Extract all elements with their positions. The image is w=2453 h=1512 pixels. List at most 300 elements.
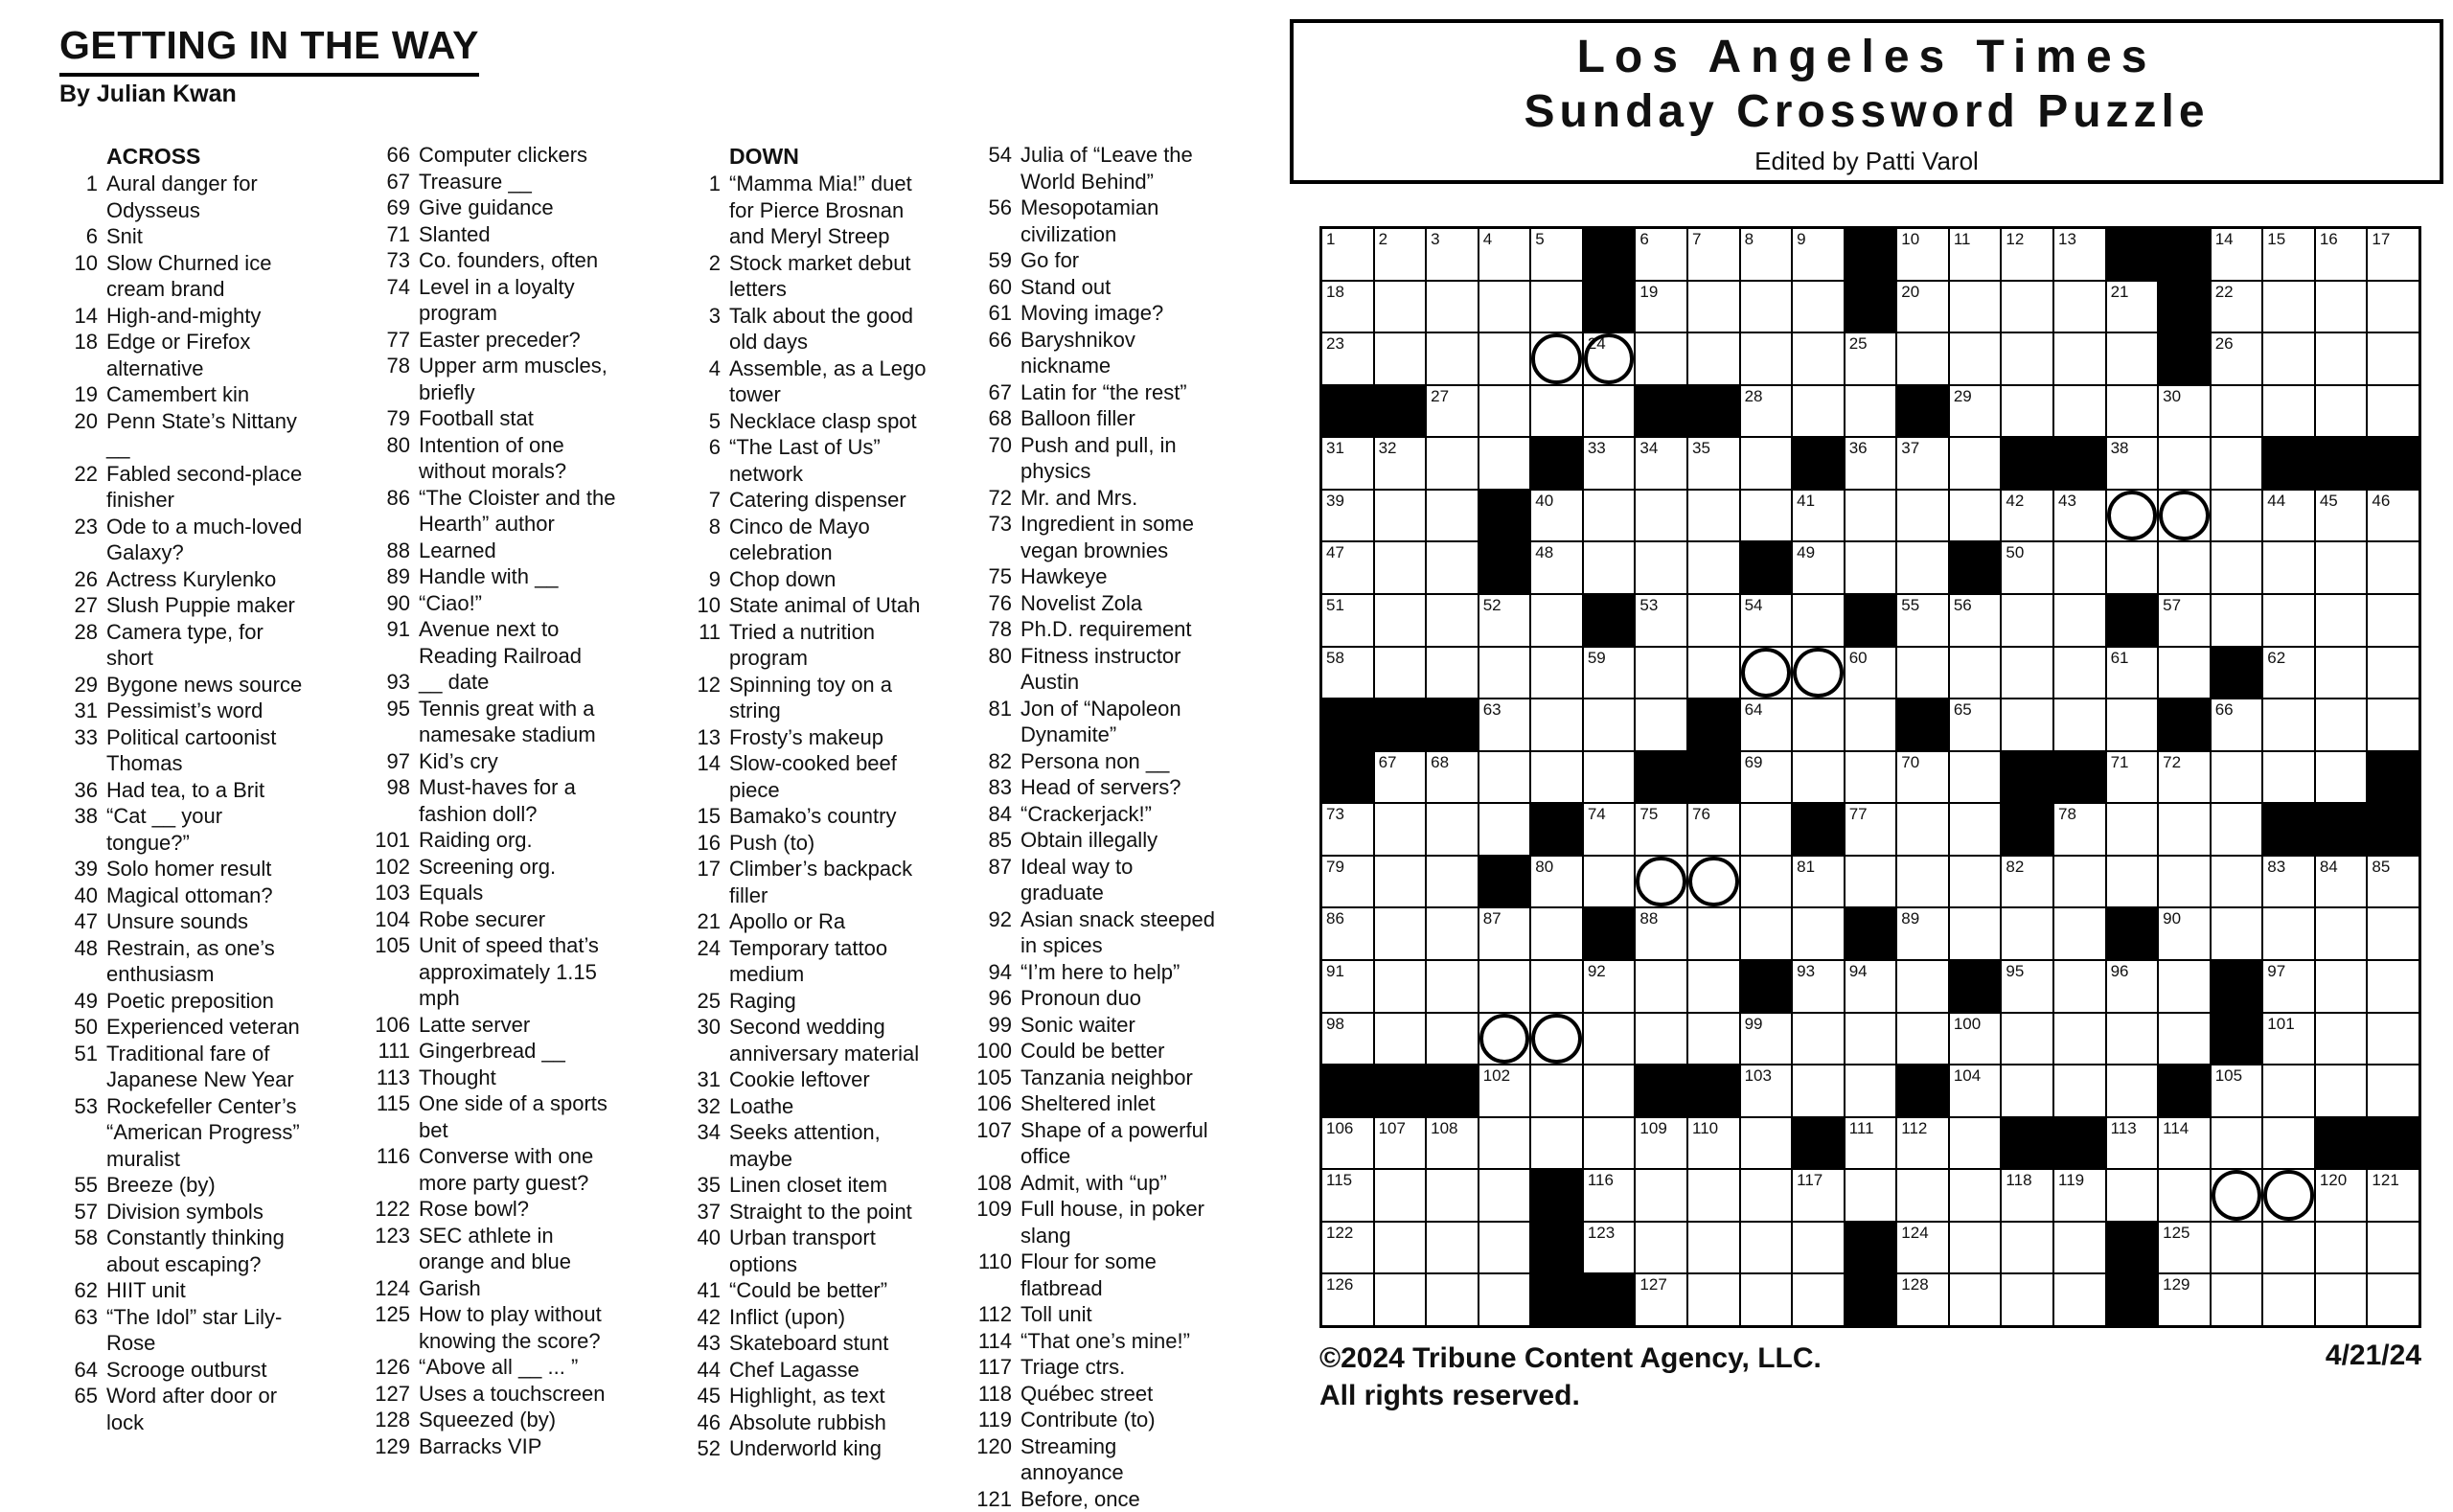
grid-cell-r19c18[interactable] <box>2212 1170 2262 1221</box>
grid-cell-r15c20[interactable] <box>2316 961 2367 1012</box>
grid-cell-r20c9[interactable] <box>1741 1223 1792 1273</box>
grid-cell-r16c9[interactable] <box>1741 1014 1792 1065</box>
grid-cell-r4c14[interactable] <box>2002 386 2052 437</box>
grid-cell-r7c8[interactable] <box>1688 542 1739 593</box>
grid-cell-r9c12[interactable] <box>1897 648 1948 699</box>
grid-cell-r13c10[interactable] <box>1793 857 1844 907</box>
grid-cell-r17c5[interactable] <box>1531 1065 1582 1116</box>
grid-cell-r8c10[interactable] <box>1793 595 1844 646</box>
grid-cell-r9c2[interactable] <box>1375 648 1426 699</box>
grid-cell-r11c16[interactable] <box>2107 752 2158 803</box>
grid-cell-r15c17[interactable] <box>2159 961 2210 1012</box>
grid-cell-r5c6[interactable] <box>1584 438 1635 489</box>
grid-cell-r5c17[interactable] <box>2159 438 2210 489</box>
grid-cell-r5c1[interactable] <box>1322 438 1373 489</box>
grid-cell-r19c11[interactable] <box>1845 1170 1896 1221</box>
grid-cell-r10c20[interactable] <box>2316 699 2367 750</box>
grid-cell-r6c1[interactable] <box>1322 491 1373 541</box>
grid-cell-r13c19[interactable] <box>2263 857 2314 907</box>
grid-cell-r9c13[interactable] <box>1950 648 2001 699</box>
grid-cell-r7c7[interactable] <box>1636 542 1686 593</box>
grid-cell-r17c19[interactable] <box>2263 1065 2314 1116</box>
grid-cell-r6c2[interactable] <box>1375 491 1426 541</box>
grid-cell-r6c6[interactable] <box>1584 491 1635 541</box>
grid-cell-r1c19[interactable] <box>2263 229 2314 280</box>
grid-cell-r10c9[interactable] <box>1741 699 1792 750</box>
grid-cell-r15c2[interactable] <box>1375 961 1426 1012</box>
grid-cell-r18c16[interactable] <box>2107 1118 2158 1169</box>
grid-cell-r13c21[interactable] <box>2368 857 2419 907</box>
grid-cell-r2c4[interactable] <box>1479 282 1530 332</box>
grid-cell-r15c5[interactable] <box>1531 961 1582 1012</box>
grid-cell-r12c4[interactable] <box>1479 804 1530 855</box>
grid-cell-r6c14[interactable] <box>2002 491 2052 541</box>
grid-cell-r9c11[interactable] <box>1845 648 1896 699</box>
grid-cell-r19c6[interactable] <box>1584 1170 1635 1221</box>
grid-cell-r5c12[interactable] <box>1897 438 1948 489</box>
grid-cell-r1c9[interactable] <box>1741 229 1792 280</box>
grid-cell-r7c2[interactable] <box>1375 542 1426 593</box>
grid-cell-r3c3[interactable] <box>1427 333 1478 384</box>
grid-cell-r2c12[interactable] <box>1897 282 1948 332</box>
grid-cell-r6c3[interactable] <box>1427 491 1478 541</box>
grid-cell-r6c19[interactable] <box>2263 491 2314 541</box>
grid-cell-r7c20[interactable] <box>2316 542 2367 593</box>
grid-cell-r12c7[interactable] <box>1636 804 1686 855</box>
grid-cell-r19c15[interactable] <box>2054 1170 2105 1221</box>
grid-cell-r17c15[interactable] <box>2054 1065 2105 1116</box>
grid-cell-r1c18[interactable] <box>2212 229 2262 280</box>
grid-cell-r20c6[interactable] <box>1584 1223 1635 1273</box>
grid-cell-r12c15[interactable] <box>2054 804 2105 855</box>
grid-cell-r9c8[interactable] <box>1688 648 1739 699</box>
grid-cell-r16c16[interactable] <box>2107 1014 2158 1065</box>
grid-cell-r1c3[interactable] <box>1427 229 1478 280</box>
grid-cell-r21c3[interactable] <box>1427 1274 1478 1325</box>
grid-cell-r20c17[interactable] <box>2159 1223 2210 1273</box>
grid-cell-r21c21[interactable] <box>2368 1274 2419 1325</box>
grid-cell-r4c20[interactable] <box>2316 386 2367 437</box>
grid-cell-r10c7[interactable] <box>1636 699 1686 750</box>
grid-cell-r7c15[interactable] <box>2054 542 2105 593</box>
grid-cell-r13c2[interactable] <box>1375 857 1426 907</box>
grid-cell-r1c5[interactable] <box>1531 229 1582 280</box>
grid-cell-r1c8[interactable] <box>1688 229 1739 280</box>
grid-cell-r12c17[interactable] <box>2159 804 2210 855</box>
grid-cell-r1c10[interactable] <box>1793 229 1844 280</box>
grid-cell-r5c7[interactable] <box>1636 438 1686 489</box>
grid-cell-r15c21[interactable] <box>2368 961 2419 1012</box>
grid-cell-r21c9[interactable] <box>1741 1274 1792 1325</box>
grid-cell-r13c3[interactable] <box>1427 857 1478 907</box>
grid-cell-r3c6[interactable] <box>1584 333 1635 384</box>
grid-cell-r3c11[interactable] <box>1845 333 1896 384</box>
grid-cell-r11c10[interactable] <box>1793 752 1844 803</box>
grid-cell-r9c1[interactable] <box>1322 648 1373 699</box>
grid-cell-r9c14[interactable] <box>2002 648 2052 699</box>
grid-cell-r5c3[interactable] <box>1427 438 1478 489</box>
grid-cell-r10c5[interactable] <box>1531 699 1582 750</box>
grid-cell-r2c13[interactable] <box>1950 282 2001 332</box>
grid-cell-r7c3[interactable] <box>1427 542 1478 593</box>
grid-cell-r7c17[interactable] <box>2159 542 2210 593</box>
grid-cell-r16c1[interactable] <box>1322 1014 1373 1065</box>
grid-cell-r17c18[interactable] <box>2212 1065 2262 1116</box>
grid-cell-r7c5[interactable] <box>1531 542 1582 593</box>
grid-cell-r21c2[interactable] <box>1375 1274 1426 1325</box>
grid-cell-r21c13[interactable] <box>1950 1274 2001 1325</box>
grid-cell-r15c8[interactable] <box>1688 961 1739 1012</box>
grid-cell-r5c9[interactable] <box>1741 438 1792 489</box>
grid-cell-r8c7[interactable] <box>1636 595 1686 646</box>
grid-cell-r6c18[interactable] <box>2212 491 2262 541</box>
grid-cell-r2c16[interactable] <box>2107 282 2158 332</box>
grid-cell-r9c4[interactable] <box>1479 648 1530 699</box>
grid-cell-r1c4[interactable] <box>1479 229 1530 280</box>
grid-cell-r20c2[interactable] <box>1375 1223 1426 1273</box>
grid-cell-r9c21[interactable] <box>2368 648 2419 699</box>
grid-cell-r20c3[interactable] <box>1427 1223 1478 1273</box>
grid-cell-r17c11[interactable] <box>1845 1065 1896 1116</box>
grid-cell-r13c1[interactable] <box>1322 857 1373 907</box>
grid-cell-r6c21[interactable] <box>2368 491 2419 541</box>
grid-cell-r10c21[interactable] <box>2368 699 2419 750</box>
grid-cell-r18c6[interactable] <box>1584 1118 1635 1169</box>
grid-cell-r14c10[interactable] <box>1793 908 1844 959</box>
grid-cell-r16c2[interactable] <box>1375 1014 1426 1065</box>
grid-cell-r16c11[interactable] <box>1845 1014 1896 1065</box>
grid-cell-r3c12[interactable] <box>1897 333 1948 384</box>
grid-cell-r4c17[interactable] <box>2159 386 2210 437</box>
grid-cell-r20c7[interactable] <box>1636 1223 1686 1273</box>
grid-cell-r6c13[interactable] <box>1950 491 2001 541</box>
grid-cell-r4c18[interactable] <box>2212 386 2262 437</box>
grid-cell-r2c21[interactable] <box>2368 282 2419 332</box>
grid-cell-r14c15[interactable] <box>2054 908 2105 959</box>
grid-cell-r19c10[interactable] <box>1793 1170 1844 1221</box>
grid-cell-r11c13[interactable] <box>1950 752 2001 803</box>
grid-cell-r9c7[interactable] <box>1636 648 1686 699</box>
grid-cell-r6c9[interactable] <box>1741 491 1792 541</box>
grid-cell-r16c4[interactable] <box>1479 1014 1530 1065</box>
grid-cell-r11c5[interactable] <box>1531 752 1582 803</box>
grid-cell-r21c20[interactable] <box>2316 1274 2367 1325</box>
grid-cell-r19c1[interactable] <box>1322 1170 1373 1221</box>
grid-cell-r12c2[interactable] <box>1375 804 1426 855</box>
grid-cell-r3c21[interactable] <box>2368 333 2419 384</box>
grid-cell-r19c8[interactable] <box>1688 1170 1739 1221</box>
grid-cell-r12c3[interactable] <box>1427 804 1478 855</box>
grid-cell-r6c5[interactable] <box>1531 491 1582 541</box>
grid-cell-r13c7[interactable] <box>1636 857 1686 907</box>
grid-cell-r18c18[interactable] <box>2212 1118 2262 1169</box>
grid-cell-r20c19[interactable] <box>2263 1223 2314 1273</box>
grid-cell-r16c13[interactable] <box>1950 1014 2001 1065</box>
grid-cell-r8c21[interactable] <box>2368 595 2419 646</box>
grid-cell-r10c14[interactable] <box>2002 699 2052 750</box>
grid-cell-r8c19[interactable] <box>2263 595 2314 646</box>
grid-cell-r18c13[interactable] <box>1950 1118 2001 1169</box>
grid-cell-r21c1[interactable] <box>1322 1274 1373 1325</box>
grid-cell-r1c2[interactable] <box>1375 229 1426 280</box>
grid-cell-r7c18[interactable] <box>2212 542 2262 593</box>
grid-cell-r1c20[interactable] <box>2316 229 2367 280</box>
grid-cell-r20c12[interactable] <box>1897 1223 1948 1273</box>
grid-cell-r13c15[interactable] <box>2054 857 2105 907</box>
grid-cell-r16c10[interactable] <box>1793 1014 1844 1065</box>
grid-cell-r21c19[interactable] <box>2263 1274 2314 1325</box>
grid-cell-r8c9[interactable] <box>1741 595 1792 646</box>
grid-cell-r7c11[interactable] <box>1845 542 1896 593</box>
grid-cell-r15c19[interactable] <box>2263 961 2314 1012</box>
grid-cell-r12c11[interactable] <box>1845 804 1896 855</box>
grid-cell-r11c9[interactable] <box>1741 752 1792 803</box>
grid-cell-r12c12[interactable] <box>1897 804 1948 855</box>
grid-cell-r16c12[interactable] <box>1897 1014 1948 1065</box>
grid-cell-r2c14[interactable] <box>2002 282 2052 332</box>
grid-cell-r14c2[interactable] <box>1375 908 1426 959</box>
grid-cell-r8c14[interactable] <box>2002 595 2052 646</box>
grid-cell-r3c1[interactable] <box>1322 333 1373 384</box>
grid-cell-r5c2[interactable] <box>1375 438 1426 489</box>
grid-cell-r18c4[interactable] <box>1479 1118 1530 1169</box>
grid-cell-r9c5[interactable] <box>1531 648 1582 699</box>
grid-cell-r3c8[interactable] <box>1688 333 1739 384</box>
grid-cell-r6c11[interactable] <box>1845 491 1896 541</box>
grid-cell-r19c7[interactable] <box>1636 1170 1686 1221</box>
grid-cell-r19c16[interactable] <box>2107 1170 2158 1221</box>
grid-cell-r10c19[interactable] <box>2263 699 2314 750</box>
grid-cell-r12c6[interactable] <box>1584 804 1635 855</box>
grid-cell-r3c18[interactable] <box>2212 333 2262 384</box>
grid-cell-r12c18[interactable] <box>2212 804 2262 855</box>
grid-cell-r11c11[interactable] <box>1845 752 1896 803</box>
grid-cell-r7c19[interactable] <box>2263 542 2314 593</box>
grid-cell-r4c21[interactable] <box>2368 386 2419 437</box>
grid-cell-r20c20[interactable] <box>2316 1223 2367 1273</box>
grid-cell-r18c12[interactable] <box>1897 1118 1948 1169</box>
grid-cell-r15c4[interactable] <box>1479 961 1530 1012</box>
grid-cell-r17c20[interactable] <box>2316 1065 2367 1116</box>
grid-cell-r20c18[interactable] <box>2212 1223 2262 1273</box>
grid-cell-r18c17[interactable] <box>2159 1118 2210 1169</box>
grid-cell-r19c9[interactable] <box>1741 1170 1792 1221</box>
grid-cell-r11c4[interactable] <box>1479 752 1530 803</box>
grid-cell-r4c11[interactable] <box>1845 386 1896 437</box>
grid-cell-r9c19[interactable] <box>2263 648 2314 699</box>
grid-cell-r3c5[interactable] <box>1531 333 1582 384</box>
grid-cell-r6c17[interactable] <box>2159 491 2210 541</box>
grid-cell-r11c3[interactable] <box>1427 752 1478 803</box>
grid-cell-r13c12[interactable] <box>1897 857 1948 907</box>
grid-cell-r10c16[interactable] <box>2107 699 2158 750</box>
grid-cell-r17c16[interactable] <box>2107 1065 2158 1116</box>
grid-cell-r12c1[interactable] <box>1322 804 1373 855</box>
grid-cell-r13c11[interactable] <box>1845 857 1896 907</box>
grid-cell-r5c8[interactable] <box>1688 438 1739 489</box>
grid-cell-r13c17[interactable] <box>2159 857 2210 907</box>
grid-cell-r6c15[interactable] <box>2054 491 2105 541</box>
grid-cell-r11c17[interactable] <box>2159 752 2210 803</box>
grid-cell-r14c14[interactable] <box>2002 908 2052 959</box>
grid-cell-r13c14[interactable] <box>2002 857 2052 907</box>
grid-cell-r14c3[interactable] <box>1427 908 1478 959</box>
grid-cell-r6c8[interactable] <box>1688 491 1739 541</box>
grid-cell-r3c20[interactable] <box>2316 333 2367 384</box>
grid-cell-r13c5[interactable] <box>1531 857 1582 907</box>
grid-cell-r2c8[interactable] <box>1688 282 1739 332</box>
grid-cell-r15c16[interactable] <box>2107 961 2158 1012</box>
grid-cell-r19c17[interactable] <box>2159 1170 2210 1221</box>
grid-cell-r15c11[interactable] <box>1845 961 1896 1012</box>
grid-cell-r14c13[interactable] <box>1950 908 2001 959</box>
grid-cell-r8c2[interactable] <box>1375 595 1426 646</box>
grid-cell-r12c8[interactable] <box>1688 804 1739 855</box>
grid-cell-r10c13[interactable] <box>1950 699 2001 750</box>
grid-cell-r13c13[interactable] <box>1950 857 2001 907</box>
grid-cell-r5c18[interactable] <box>2212 438 2262 489</box>
grid-cell-r18c2[interactable] <box>1375 1118 1426 1169</box>
grid-cell-r4c16[interactable] <box>2107 386 2158 437</box>
grid-cell-r4c3[interactable] <box>1427 386 1478 437</box>
grid-cell-r14c4[interactable] <box>1479 908 1530 959</box>
grid-cell-r19c2[interactable] <box>1375 1170 1426 1221</box>
grid-cell-r15c1[interactable] <box>1322 961 1373 1012</box>
grid-cell-r15c14[interactable] <box>2002 961 2052 1012</box>
grid-cell-r19c20[interactable] <box>2316 1170 2367 1221</box>
grid-cell-r18c9[interactable] <box>1741 1118 1792 1169</box>
grid-cell-r8c8[interactable] <box>1688 595 1739 646</box>
grid-cell-r2c3[interactable] <box>1427 282 1478 332</box>
grid-cell-r15c12[interactable] <box>1897 961 1948 1012</box>
grid-cell-r8c12[interactable] <box>1897 595 1948 646</box>
grid-cell-r2c19[interactable] <box>2263 282 2314 332</box>
grid-cell-r18c7[interactable] <box>1636 1118 1686 1169</box>
grid-cell-r1c15[interactable] <box>2054 229 2105 280</box>
grid-cell-r17c9[interactable] <box>1741 1065 1792 1116</box>
grid-cell-r18c11[interactable] <box>1845 1118 1896 1169</box>
grid-cell-r7c10[interactable] <box>1793 542 1844 593</box>
grid-cell-r6c7[interactable] <box>1636 491 1686 541</box>
grid-cell-r21c15[interactable] <box>2054 1274 2105 1325</box>
grid-cell-r9c6[interactable] <box>1584 648 1635 699</box>
grid-cell-r10c15[interactable] <box>2054 699 2105 750</box>
grid-cell-r5c13[interactable] <box>1950 438 2001 489</box>
grid-cell-r8c3[interactable] <box>1427 595 1478 646</box>
grid-cell-r2c20[interactable] <box>2316 282 2367 332</box>
grid-cell-r8c20[interactable] <box>2316 595 2367 646</box>
grid-cell-r8c1[interactable] <box>1322 595 1373 646</box>
grid-cell-r6c10[interactable] <box>1793 491 1844 541</box>
grid-cell-r1c13[interactable] <box>1950 229 2001 280</box>
grid-cell-r14c12[interactable] <box>1897 908 1948 959</box>
grid-cell-r20c10[interactable] <box>1793 1223 1844 1273</box>
grid-cell-r14c18[interactable] <box>2212 908 2262 959</box>
grid-cell-r9c3[interactable] <box>1427 648 1478 699</box>
grid-cell-r21c4[interactable] <box>1479 1274 1530 1325</box>
grid-cell-r14c21[interactable] <box>2368 908 2419 959</box>
grid-cell-r10c11[interactable] <box>1845 699 1896 750</box>
grid-cell-r12c13[interactable] <box>1950 804 2001 855</box>
grid-cell-r11c12[interactable] <box>1897 752 1948 803</box>
grid-cell-r21c14[interactable] <box>2002 1274 2052 1325</box>
grid-cell-r4c4[interactable] <box>1479 386 1530 437</box>
grid-cell-r13c6[interactable] <box>1584 857 1635 907</box>
grid-cell-r13c20[interactable] <box>2316 857 2367 907</box>
grid-cell-r9c15[interactable] <box>2054 648 2105 699</box>
grid-cell-r14c20[interactable] <box>2316 908 2367 959</box>
grid-cell-r7c12[interactable] <box>1897 542 1948 593</box>
grid-cell-r11c18[interactable] <box>2212 752 2262 803</box>
grid-cell-r13c8[interactable] <box>1688 857 1739 907</box>
grid-cell-r14c5[interactable] <box>1531 908 1582 959</box>
grid-cell-r21c7[interactable] <box>1636 1274 1686 1325</box>
grid-cell-r1c21[interactable] <box>2368 229 2419 280</box>
grid-cell-r14c19[interactable] <box>2263 908 2314 959</box>
grid-cell-r21c8[interactable] <box>1688 1274 1739 1325</box>
grid-cell-r8c15[interactable] <box>2054 595 2105 646</box>
grid-cell-r19c3[interactable] <box>1427 1170 1478 1221</box>
grid-cell-r16c20[interactable] <box>2316 1014 2367 1065</box>
grid-cell-r16c6[interactable] <box>1584 1014 1635 1065</box>
grid-cell-r2c10[interactable] <box>1793 282 1844 332</box>
grid-cell-r20c8[interactable] <box>1688 1223 1739 1273</box>
grid-cell-r4c13[interactable] <box>1950 386 2001 437</box>
grid-cell-r2c1[interactable] <box>1322 282 1373 332</box>
grid-cell-r16c15[interactable] <box>2054 1014 2105 1065</box>
grid-cell-r8c13[interactable] <box>1950 595 2001 646</box>
grid-cell-r3c2[interactable] <box>1375 333 1426 384</box>
grid-cell-r20c21[interactable] <box>2368 1223 2419 1273</box>
grid-cell-r21c18[interactable] <box>2212 1274 2262 1325</box>
grid-cell-r17c14[interactable] <box>2002 1065 2052 1116</box>
grid-cell-r14c1[interactable] <box>1322 908 1373 959</box>
grid-cell-r3c9[interactable] <box>1741 333 1792 384</box>
grid-cell-r3c13[interactable] <box>1950 333 2001 384</box>
grid-cell-r3c16[interactable] <box>2107 333 2158 384</box>
grid-cell-r12c9[interactable] <box>1741 804 1792 855</box>
grid-cell-r17c4[interactable] <box>1479 1065 1530 1116</box>
grid-cell-r1c1[interactable] <box>1322 229 1373 280</box>
grid-cell-r4c19[interactable] <box>2263 386 2314 437</box>
grid-cell-r14c7[interactable] <box>1636 908 1686 959</box>
grid-cell-r10c10[interactable] <box>1793 699 1844 750</box>
grid-cell-r9c20[interactable] <box>2316 648 2367 699</box>
grid-cell-r13c9[interactable] <box>1741 857 1792 907</box>
grid-cell-r13c18[interactable] <box>2212 857 2262 907</box>
grid-cell-r18c5[interactable] <box>1531 1118 1582 1169</box>
grid-cell-r15c15[interactable] <box>2054 961 2105 1012</box>
grid-cell-r18c19[interactable] <box>2263 1118 2314 1169</box>
grid-cell-r18c3[interactable] <box>1427 1118 1478 1169</box>
grid-cell-r16c3[interactable] <box>1427 1014 1478 1065</box>
grid-cell-r19c12[interactable] <box>1897 1170 1948 1221</box>
grid-cell-r21c10[interactable] <box>1793 1274 1844 1325</box>
grid-cell-r7c6[interactable] <box>1584 542 1635 593</box>
grid-cell-r18c8[interactable] <box>1688 1118 1739 1169</box>
grid-cell-r2c2[interactable] <box>1375 282 1426 332</box>
grid-cell-r3c15[interactable] <box>2054 333 2105 384</box>
grid-cell-r11c20[interactable] <box>2316 752 2367 803</box>
grid-cell-r1c12[interactable] <box>1897 229 1948 280</box>
grid-cell-r20c13[interactable] <box>1950 1223 2001 1273</box>
grid-cell-r14c8[interactable] <box>1688 908 1739 959</box>
grid-cell-r15c3[interactable] <box>1427 961 1478 1012</box>
grid-cell-r15c10[interactable] <box>1793 961 1844 1012</box>
grid-cell-r10c4[interactable] <box>1479 699 1530 750</box>
grid-cell-r3c19[interactable] <box>2263 333 2314 384</box>
grid-cell-r16c19[interactable] <box>2263 1014 2314 1065</box>
